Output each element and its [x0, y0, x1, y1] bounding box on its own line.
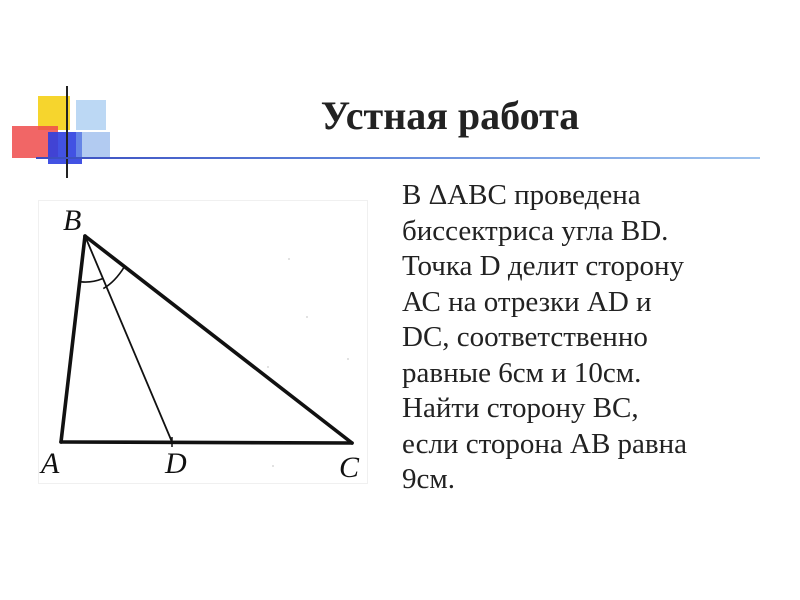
problem-text: [402, 178, 782, 498]
light-blue-square: [76, 100, 106, 130]
light-blue-square-2: [76, 132, 110, 158]
problem-line: Найти сторону ВС,: [402, 392, 639, 424]
problem-line: 9см.: [402, 463, 455, 495]
problem-line: DC, соответственно: [402, 321, 648, 353]
slide-title: Устная работа: [320, 93, 580, 138]
triangle-figure: [38, 200, 368, 484]
label-a: A: [41, 447, 60, 480]
problem-line: Точка D делит сторону: [402, 250, 685, 282]
paper-speckles: [267, 258, 349, 467]
problem-line: АС на отрезки AD и: [402, 285, 652, 318]
decorative-squares: [0, 0, 120, 180]
title-underline: [36, 157, 760, 159]
bisector-bd: [85, 236, 172, 442]
label-c: C: [339, 451, 360, 483]
problem-line: равные 6см и 10см.: [402, 356, 642, 389]
problem-line: если сторона АВ равна: [402, 427, 688, 460]
problem-line: В ΔАВС проведена: [402, 179, 641, 211]
vertical-accent-line: [66, 86, 68, 178]
problem-line: биссектриса угла BD.: [402, 214, 669, 247]
side-ac: [61, 442, 352, 443]
label-d: D: [165, 447, 187, 480]
label-b: B: [63, 204, 82, 237]
triangle-diagram: [39, 201, 367, 483]
side-ab: [61, 236, 85, 442]
angle-arc-left: [81, 279, 103, 283]
